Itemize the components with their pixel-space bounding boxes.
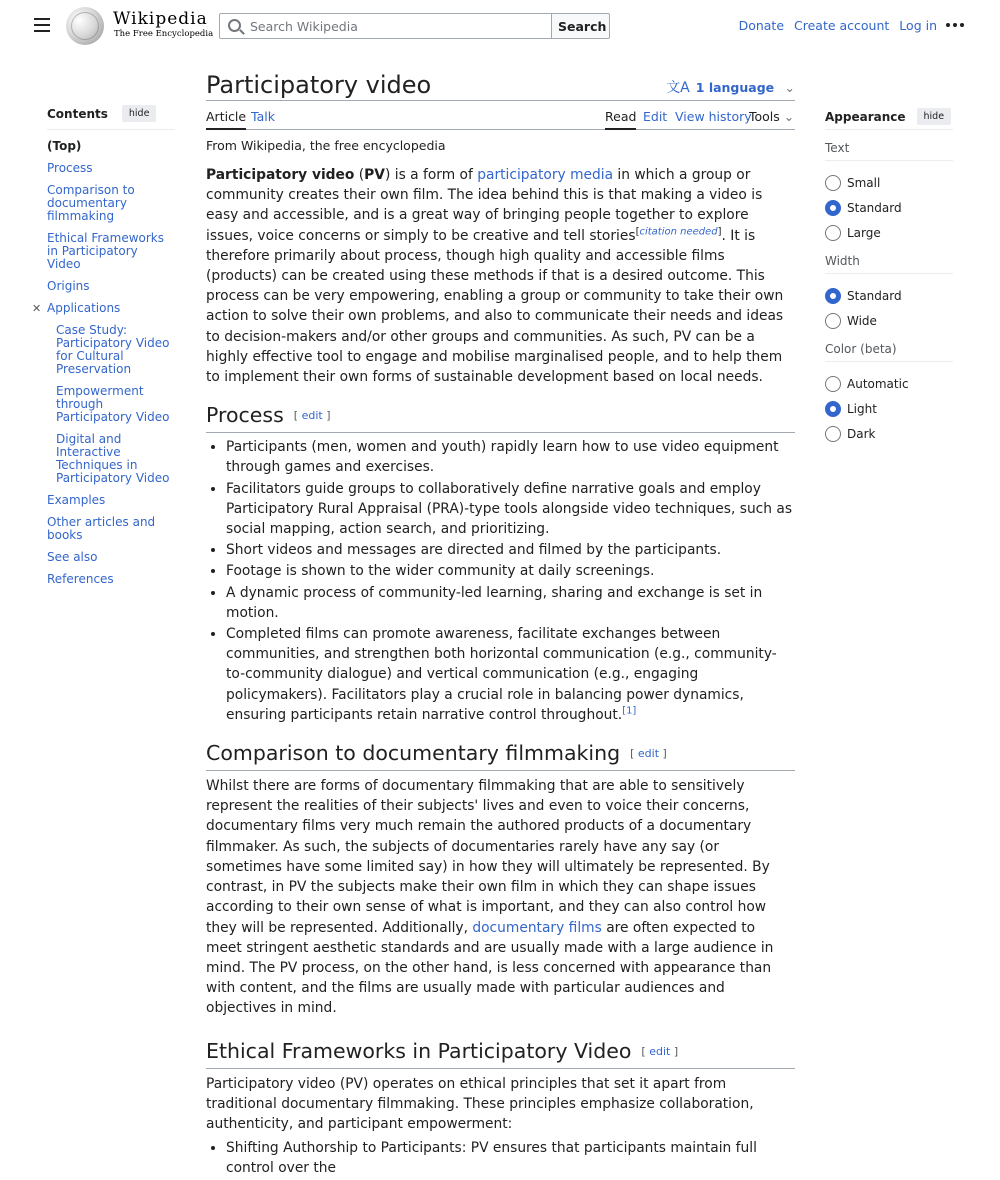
section-heading-ethical-frameworks	[206, 1037, 795, 1069]
bold-term: Participatory video	[206, 167, 355, 183]
more-options-icon[interactable]	[946, 23, 964, 27]
chevron-down-icon: ⌄	[784, 80, 795, 95]
page-title: Participatory video	[206, 71, 432, 99]
color-automatic-option[interactable]	[825, 371, 953, 396]
translate-icon: 文A	[666, 80, 690, 96]
hamburger-icon-bar-2	[34, 30, 50, 32]
search-icon	[228, 19, 241, 32]
tab-talk[interactable]: Talk	[251, 109, 275, 124]
table-of-contents	[32, 104, 175, 595]
collapse-toggle-icon[interactable]: ✕	[32, 302, 42, 315]
section-heading-process	[206, 401, 795, 433]
radio-button-icon[interactable]	[825, 426, 841, 442]
tools-label: Tools	[749, 109, 780, 124]
heading-text: Process	[206, 403, 284, 428]
hamburger-icon	[34, 18, 50, 20]
toc-item-applications[interactable]	[32, 301, 175, 315]
width-standard-option[interactable]	[825, 283, 953, 308]
list-item: • Facilitators guide groups to collaboratively define narrative goals and employ Participatory Rural Appraisal (PRA)-type tools alongside video techniques, such as social mapping, action search, and prioritizing.	[226, 479, 795, 540]
create-account-link[interactable]: Create account	[794, 18, 890, 33]
color-label: Color (beta)	[825, 337, 953, 362]
tab-read[interactable]: Read	[605, 109, 636, 130]
toc-item-comparison-label[interactable]: Comparison to documentary filmmaking	[47, 183, 135, 223]
heading-text: Ethical Frameworks in Participatory Video	[206, 1038, 632, 1063]
wikipedia-wordmark[interactable]: Wikipedia	[113, 9, 208, 29]
toc-subitem-case-study-label[interactable]: Case Study: Participatory Video for Cultural Preservation	[56, 323, 170, 376]
ethics-list	[206, 1138, 795, 1178]
toc-subitem-case-study[interactable]	[56, 324, 175, 376]
toc-item-top[interactable]	[47, 140, 175, 153]
radio-button-selected-icon[interactable]	[825, 288, 841, 304]
citation-needed[interactable]: [citation needed]	[635, 226, 722, 238]
search-field[interactable]	[219, 13, 553, 39]
tab-edit[interactable]: Edit	[643, 109, 668, 124]
list-item	[226, 624, 795, 725]
user-links	[733, 18, 937, 33]
participatory-media-link[interactable]: participatory media	[477, 167, 614, 183]
edit-section-link[interactable]: [ edit ]	[293, 409, 331, 423]
radio-button-icon[interactable]	[825, 225, 841, 241]
language-label: 1 language	[695, 80, 775, 95]
radio-button-selected-icon[interactable]	[825, 401, 841, 417]
toc-subitem-empowerment[interactable]	[56, 385, 175, 424]
toc-item-applications-label[interactable]: Applications	[47, 301, 121, 315]
option-label: Standard	[847, 200, 902, 215]
list-item: • A dynamic process of community-led learning, sharing and exchange is set in motion.	[226, 583, 795, 623]
toc-item-see-also[interactable]	[47, 551, 175, 564]
page-tabs	[206, 101, 795, 130]
process-list	[206, 437, 795, 725]
appearance-hide-button[interactable]: hide	[917, 108, 952, 125]
option-label: Small	[847, 175, 881, 190]
citation-needed-label[interactable]: citation needed	[639, 226, 718, 238]
option-label: Automatic	[847, 376, 909, 391]
tab-view-history[interactable]: View history	[675, 109, 752, 124]
intro-text: ) is a form of	[384, 167, 478, 183]
text-size-small-option[interactable]	[825, 170, 953, 195]
section-heading-comparison	[206, 739, 795, 771]
toc-title: Contents	[47, 106, 108, 121]
language-button[interactable]	[666, 77, 795, 97]
site-subtitle: From Wikipedia, the free encyclopedia	[206, 138, 446, 153]
radio-button-icon[interactable]	[825, 175, 841, 191]
comparison-paragraph	[206, 776, 795, 1018]
option-label: Wide	[847, 313, 877, 328]
wikipedia-globe-logo[interactable]	[66, 7, 104, 45]
option-label: Large	[847, 225, 881, 240]
toc-subitem-digital-interactive-label[interactable]: Digital and Interactive Techniques in Participatory Video	[56, 432, 170, 485]
width-wide-option[interactable]	[825, 308, 953, 333]
paragraph-text: Whilst there are forms of documentary filmmaking that are able to sensitively represent the realities of their subjects' lives and even to voice their concerns, documentary films very much remain the authored products of a documentary filmmaker. As such, the subjects of documentaries rarely have any say (or sometimes have some limited say) in how they will ultimately be represented. By contrast, in PV the subjects make their own film in which they can shape issues according to their own sense of what is important, and they can also control how they will be represented. Additionally,	[206, 778, 770, 936]
toc-item-origins[interactable]	[47, 280, 175, 293]
toc-item-examples[interactable]	[47, 494, 175, 507]
heading-text: Comparison to documentary filmmaking	[206, 741, 621, 766]
toc-item-references-label[interactable]: References	[47, 572, 114, 586]
chevron-down-icon: ⌄	[783, 109, 795, 124]
text-size-standard-option[interactable]	[825, 195, 953, 220]
edit-label[interactable]: edit	[637, 747, 660, 761]
main-menu-button[interactable]	[34, 18, 50, 32]
toc-hide-button[interactable]: hide	[122, 105, 157, 122]
toc-item-other-articles-label[interactable]: Other articles and books	[47, 515, 156, 542]
hamburger-icon-bar	[34, 24, 50, 26]
list-item-text: Completed films can promote awareness, facilitate exchanges between communities, and strengthen both horizontal communication (e.g., community-to-community dialogue) and vertical communication (e.g., engaging policymakers). Facilitators play a crucial role in balancing power dynamics, ensuring participants retain narrative control throughout.	[226, 626, 777, 723]
donate-link[interactable]: Donate	[738, 18, 785, 33]
toc-subitem-empowerment-label[interactable]: Empowerment through Participatory Video	[56, 384, 170, 424]
list-item: • Participants (men, women and youth) rapidly learn how to use video equipment through games and exercises.	[226, 437, 795, 477]
toc-item-see-also-label[interactable]: See also	[47, 550, 98, 564]
color-dark-option[interactable]	[825, 421, 953, 446]
log-in-link[interactable]: Log in	[899, 18, 937, 33]
citation-needed-link[interactable]	[639, 226, 717, 237]
article-content	[206, 165, 795, 1179]
toc-subitem-digital-interactive[interactable]	[56, 433, 175, 485]
appearance-panel	[825, 104, 953, 446]
toc-item-process-label[interactable]: Process	[47, 161, 93, 175]
edit-label[interactable]: edit	[649, 1044, 671, 1058]
toc-item-ethical-frameworks-label[interactable]: Ethical Frameworks in Participatory Video	[47, 231, 165, 271]
width-label: Width	[825, 249, 953, 274]
documentary-films-link[interactable]: documentary films	[472, 919, 602, 936]
ethics-paragraph: Participatory video (PV) operates on ethical principles that set it apart from traditional documentary filmmaking. These principles emphasize collaboration, authenticity, and participant empowerment:	[206, 1075, 754, 1132]
color-light-option[interactable]	[825, 396, 953, 421]
appearance-title: Appearance	[825, 109, 906, 124]
edit-section-link[interactable]: [ edit ]	[641, 1044, 679, 1058]
option-label: Standard	[847, 288, 902, 303]
toc-item-process[interactable]	[47, 162, 175, 175]
option-label: Light	[847, 401, 877, 416]
list-item: • Footage is shown to the wider community at daily screenings.	[226, 561, 795, 581]
bold-abbreviation: PV	[364, 167, 385, 183]
edit-label[interactable]: edit	[301, 409, 323, 423]
paragraph-text: are often expected to meet stringent aesthetic standards and are usually made with a large audience in mind. The PV process, on the other hand, is less concerned with appearance than with content, and the films are usually made with particular audiences and objectives in mind.	[206, 919, 774, 1017]
reference-link[interactable]: [1]	[622, 705, 637, 717]
tools-menu[interactable]	[749, 109, 794, 124]
toc-item-top-label[interactable]: (Top)	[47, 139, 82, 153]
tab-article[interactable]: Article	[206, 109, 246, 130]
toc-item-origins-label[interactable]: Origins	[47, 279, 90, 293]
radio-button-selected-icon[interactable]	[825, 200, 841, 216]
list-item: • Short videos and messages are directed and filmed by the participants.	[226, 540, 795, 560]
intro-text: (	[354, 167, 365, 183]
article-main	[206, 68, 795, 1180]
toc-item-ethical-frameworks[interactable]	[47, 232, 175, 271]
list-item: • Shifting Authorship to Participants: PV ensures that participants maintain full control over the	[226, 1138, 795, 1178]
toc-item-examples-label[interactable]: Examples	[47, 493, 106, 507]
option-label: Dark	[847, 426, 876, 441]
edit-section-link[interactable]: [ edit ]	[630, 747, 667, 761]
wikipedia-tagline: The Free Encyclopedia	[114, 29, 214, 39]
radio-button-icon[interactable]	[825, 376, 841, 392]
intro-paragraph	[206, 165, 795, 387]
search-input[interactable]	[248, 17, 548, 35]
search-button[interactable]: Search	[551, 13, 610, 39]
radio-button-icon[interactable]	[825, 313, 841, 329]
toc-item-other-articles[interactable]	[47, 516, 175, 542]
intro-text: in which a group or community creates their own film. The idea behind this is that making a video is easy and accessible, and is a great way of bringing people together to explore issues, voice concerns or simply to be creative and tell stories	[206, 167, 763, 244]
toc-item-references[interactable]	[47, 573, 175, 586]
text-size-label: Text	[825, 136, 953, 161]
intro-text: . It is therefore primarily about process, though high quality and accessible films (products) can be created using these methods if that is a desired outcome. This process can be very empowering, enabling a group or community to take their own action to solve their own problems, and also to communicate their needs and ideas to decision-makers and/or other groups and communities. As such, PV can be a highly effective tool to engage and mobilise marginalised people, and to help them to implement their own forms of sustainable development based on local needs.	[206, 227, 784, 386]
toc-item-comparison[interactable]	[47, 184, 175, 223]
text-size-large-option[interactable]	[825, 220, 953, 245]
